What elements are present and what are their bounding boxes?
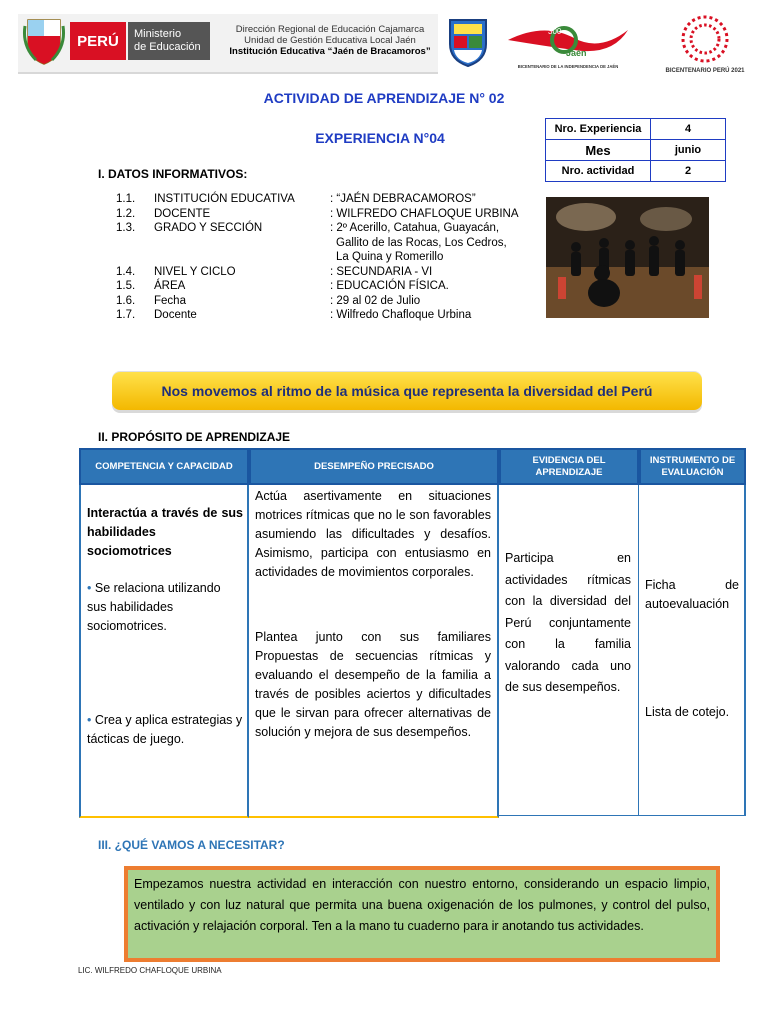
svg-text:Jaén: Jaén xyxy=(566,48,587,58)
svg-text:300: 300 xyxy=(548,27,562,36)
svg-text:BICENTENARIO PERÚ 2021: BICENTENARIO PERÚ 2021 xyxy=(665,68,745,74)
school-shield-icon xyxy=(446,16,490,68)
peru-logo xyxy=(70,22,126,60)
list-item: 1.1. INSTITUCIÓN EDUCATIVA : “JAÉN DEBRACAMOROS” xyxy=(116,193,476,205)
peru-label: PERÚ xyxy=(77,32,119,50)
info-value: 4 xyxy=(651,119,726,140)
bullet-icon: • xyxy=(87,713,95,727)
competencia-text: Interactúa a través de sus habilidades sociomotrices xyxy=(87,506,243,558)
institution-header xyxy=(214,24,446,57)
instrumento-text-2: Lista de cotejo. xyxy=(645,705,730,719)
activity-banner: Nos movemos al ritmo de la música que representa la diversidad del Perú xyxy=(112,372,702,410)
table-cell-instrumento xyxy=(639,485,746,816)
table-header-competencia: COMPETENCIA Y CAPACIDAD xyxy=(79,448,249,485)
ministry-logo xyxy=(128,22,210,60)
activity-title: ACTIVIDAD DE APRENDIZAJE N° 02 xyxy=(263,90,505,106)
desempeno-text-1: Actúa asertivamente en situaciones motrices rítmicas que no le son favorables asumiendo las dificultades y desafíos. Asimismo, participa con entusiasmo en actividades de movimientos corporales. xyxy=(255,489,491,579)
list-item: La Quina y Romerillo xyxy=(336,251,444,263)
info-row xyxy=(546,140,726,161)
info-row xyxy=(546,161,726,182)
footer-author: LIC. WILFREDO CHAFLOQUE URBINA xyxy=(78,966,222,975)
section2-heading: II. PROPÓSITO DE APRENDIZAJE xyxy=(98,430,291,444)
svg-text:años: años xyxy=(576,28,590,34)
svg-text:BICENTENARIO DE LA INDEPENDENC: BICENTENARIO DE LA INDEPENDENCIA DE JAÉN xyxy=(517,64,619,69)
info-table xyxy=(545,118,726,182)
desempeno-text-2: Plantea junto con sus familiares Propuestas de secuencias rítmicas y evaluando el desempeño de la familia a través de posibles aciertos y dificultades que le sirvan para ofrecer alternativas de solución y mejora de sus desempeños. xyxy=(255,630,491,739)
list-item: 1.3. GRADO Y SECCIÓN : 2º Acerillo, Catahua, Guayacán, xyxy=(116,222,500,234)
table-header-desempeno: DESEMPEÑO PRECISADO xyxy=(249,448,499,485)
info-label: Mes xyxy=(546,140,651,161)
list-item: 1.2. DOCENTE : WILFREDO CHAFLOQUE URBINA xyxy=(116,207,519,220)
capacidad-item: • Se relaciona utilizando sus habilidades sociomotrices. xyxy=(87,581,221,633)
info-label: Nro. actividad xyxy=(546,161,651,182)
section3-heading: III. ¿QUÉ VAMOS A NECESITAR? xyxy=(98,838,285,852)
info-value: 2 xyxy=(651,161,726,182)
needs-box: Empezamos nuestra actividad en interacción con nuestro entorno, considerando un espacio limpio, ventilado y con luz natural que permita una buena oxigenación de los pulmones, y control del pulso, activación y relajación corporal. Ten a la mano tu cuaderno para ir anotando tus actividades. xyxy=(124,866,720,962)
peru-coat-of-arms-icon xyxy=(22,16,66,66)
info-row xyxy=(546,119,726,140)
institution-line3: Institución Educativa “Jaén de Bracamoros” xyxy=(229,46,431,57)
ministry-line2: de Educación xyxy=(134,41,201,53)
list-item: 1.5. ÁREA : EDUCACIÓN FÍSICA. xyxy=(116,280,449,292)
capacidad-item: • Crea y aplica estrategias y tácticas de juego. xyxy=(87,713,243,746)
info-label: Nro. Experiencia xyxy=(546,119,651,140)
bullet-icon: • xyxy=(87,581,95,595)
info-value: junio xyxy=(651,140,726,161)
list-item: 1.7. Docente : Wilfredo Chafloque Urbina xyxy=(116,309,472,321)
dance-photo xyxy=(546,197,709,318)
list-item: Gallito de las Rocas, Los Cedros, xyxy=(336,236,507,249)
instrumento-text-1: Ficha de autoevaluación xyxy=(645,578,739,611)
list-item: 1.4. NIVEL Y CICLO : SECUNDARIA - VI xyxy=(116,265,433,278)
institution-line2: Unidad de Gestión Educativa Local Jaén xyxy=(244,35,416,46)
evidencia-text: Participa en actividades rítmicas con la diversidad del Perú conjuntamente con la familia valorando cada uno de sus desempeños. xyxy=(505,551,631,694)
table-header-instrumento: INSTRUMENTO DE EVALUACIÓN xyxy=(639,448,746,485)
purpose-table xyxy=(79,448,746,818)
experience-title: EXPERIENCIA N°04 xyxy=(315,130,445,146)
section1-heading: I. DATOS INFORMATIVOS: xyxy=(98,167,248,181)
institution-line1: Dirección Regional de Educación Cajamarca xyxy=(235,24,425,35)
ministry-line1: Ministerio xyxy=(134,28,182,40)
datos-list xyxy=(116,192,546,323)
list-item: 1.6. Fecha : 29 al 02 de Julio xyxy=(116,294,421,307)
bicentenario-peru-logo-icon xyxy=(660,12,750,80)
table-header-evidencia: EVIDENCIA DEL APRENDIZAJE xyxy=(499,448,639,485)
bicentenario-jaen-logo-icon xyxy=(504,16,632,72)
